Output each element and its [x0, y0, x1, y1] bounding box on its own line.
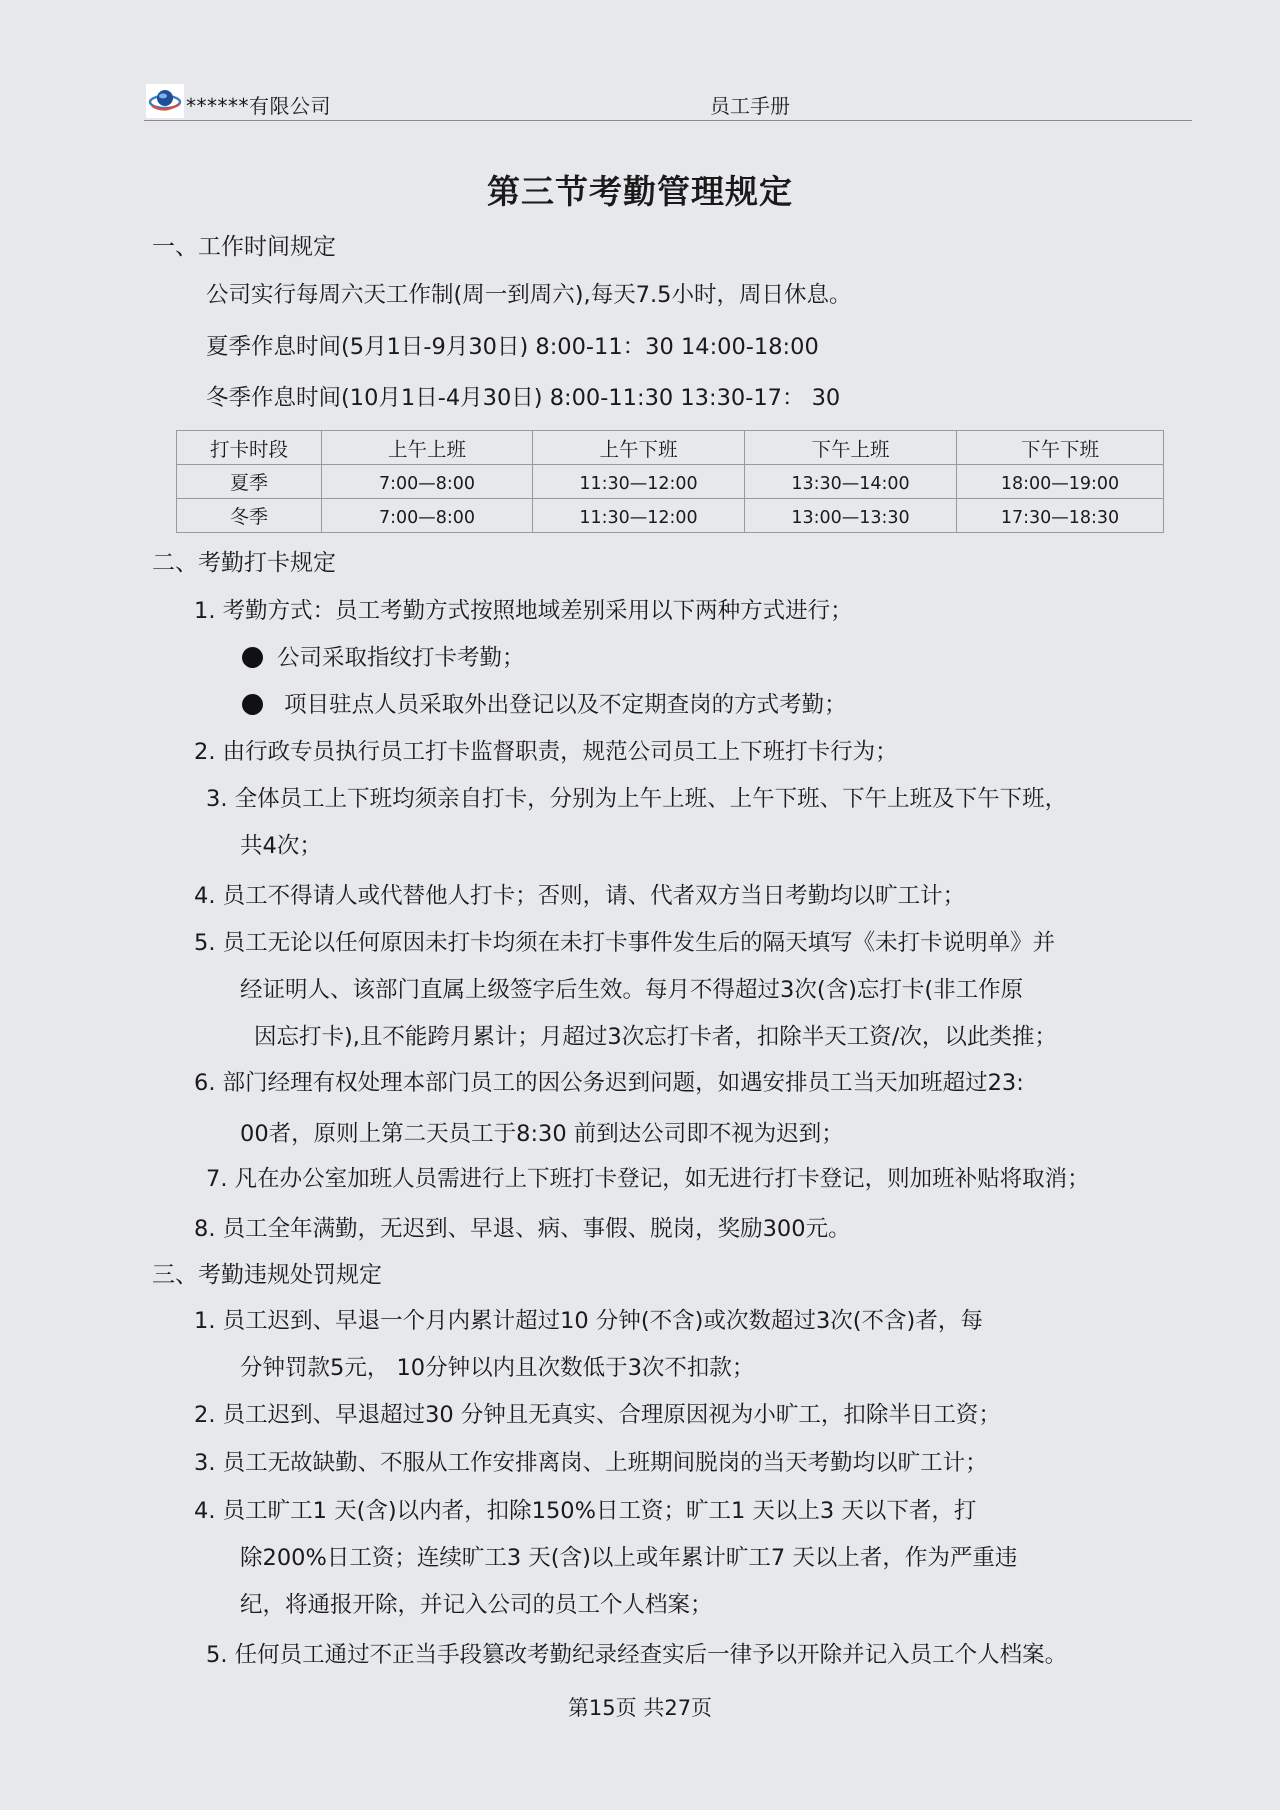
section3-item-4: 4. 员工旷工1 天(含)以内者，扣除150%日工资；旷工1 天以上3 天以下者，打: [194, 1498, 977, 1524]
section2-item-8: 8. 员工全年满勤，无迟到、早退、病、事假、脱岗，奖励300元。: [194, 1216, 851, 1242]
company-logo-icon: [146, 84, 184, 118]
section3-heading: 三、考勤违规处罚规定: [152, 1262, 382, 1288]
section1-line-3: 冬季作息时间(10月1日-4月30日) 8:00-11:30 13:30-17： 30: [206, 385, 841, 411]
section2-item-3-cont: 共4次；: [240, 833, 322, 859]
section2-item-5: 5. 员工无论以任何原因未打卡均须在未打卡事件发生后的隔天填写《未打卡说明单》并: [194, 930, 1056, 956]
table-header-cell: 打卡时段: [177, 431, 322, 465]
section3-item-2: 2. 员工迟到、早退超过30 分钟且无真实、合理原因视为小旷工，扣除半日工资；: [194, 1402, 1001, 1428]
section3-item-5: 5. 任何员工通过不正当手段篡改考勤纪录经查实后一律予以开除并记入员工个人档案。: [206, 1642, 1068, 1668]
section2-item-1: 1. 考勤方式：员工考勤方式按照地域差别采用以下两种方式进行；: [194, 598, 853, 624]
bullet-text: 公司采取指纹打卡考勤；: [277, 645, 525, 671]
table-cell: 13:00—13:30: [745, 499, 957, 533]
table-header-cell: 下午下班: [957, 431, 1164, 465]
section1-line-1: 公司实行每周六天工作制(周一到周六),每天7.5小时，周日休息。: [206, 282, 852, 308]
section3-item-1: 1. 员工迟到、早退一个月内累计超过10 分钟(不含)或次数超过3次(不含)者，每: [194, 1308, 983, 1334]
page-footer: 第15页 共27页: [567, 1696, 713, 1720]
table-cell: 17:30—18:30: [957, 499, 1164, 533]
section2-item-6-cont: 00者，原则上第二天员工于8:30 前到达公司即不视为迟到；: [240, 1121, 844, 1147]
section3-item-3: 3. 员工无故缺勤、不服从工作安排离岗、上班期间脱岗的当天考勤均以旷工计；: [194, 1450, 988, 1476]
table-header-cell: 上午下班: [533, 431, 745, 465]
table-cell: 11:30—12:00: [533, 499, 745, 533]
table-cell: 夏季: [177, 465, 322, 499]
table-cell: 18:00—19:00: [957, 465, 1164, 499]
section2-item-3: 3. 全体员工上下班均须亲自打卡，分别为上午上班、上午下班、下午上班及下午下班，: [206, 786, 1068, 812]
table-cell: 7:00—8:00: [322, 499, 533, 533]
company-name: ******有限公司: [186, 94, 331, 118]
section2-bullet-1: [242, 645, 525, 672]
section3-item-1-cont: 分钟罚款5元， 10分钟以内且次数低于3次不扣款；: [240, 1355, 755, 1381]
table-header-cell: 下午上班: [745, 431, 957, 465]
section2-item-6: 6. 部门经理有权处理本部门员工的因公务迟到问题，如遇安排员工当天加班超过23:: [194, 1070, 1024, 1096]
table-cell: 11:30—12:00: [533, 465, 745, 499]
table-cell: 冬季: [177, 499, 322, 533]
table-header-row: [177, 431, 1164, 465]
section2-item-5-cont-1: 经证明人、该部门直属上级签字后生效。每月不得超过3次(含)忘打卡(非工作原: [240, 977, 1024, 1003]
bullet-text: 项目驻点人员采取外出登记以及不定期查岗的方式考勤；: [277, 692, 847, 718]
table-header-cell: 上午上班: [322, 431, 533, 465]
section3-item-4-cont-2: 纪，将通报开除，并记入公司的员工个人档案；: [240, 1592, 713, 1618]
attendance-table: [176, 430, 1164, 533]
table-cell: 7:00—8:00: [322, 465, 533, 499]
document-name: 员工手册: [710, 94, 790, 118]
page-title: 第三节考勤管理规定: [487, 172, 793, 211]
section2-item-4: 4. 员工不得请人或代替他人打卡；否则，请、代者双方当日考勤均以旷工计；: [194, 883, 966, 909]
table-row: [177, 465, 1164, 499]
table-cell: 13:30—14:00: [745, 465, 957, 499]
bullet-icon: [242, 647, 263, 668]
section2-heading: 二、考勤打卡规定: [152, 550, 336, 576]
bullet-icon: [242, 694, 263, 715]
section2-bullet-2: [242, 692, 847, 719]
page-header: [144, 84, 1192, 121]
section2-item-7: 7. 凡在办公室加班人员需进行上下班打卡登记，如无进行打卡登记，则加班补贴将取消；: [206, 1166, 1090, 1192]
section2-item-2: 2. 由行政专员执行员工打卡监督职责，规范公司员工上下班打卡行为；: [194, 739, 898, 765]
section2-item-5-cont-2: 因忘打卡),且不能跨月累计；月超过3次忘打卡者，扣除半天工资/次，以此类推；: [254, 1024, 1057, 1050]
section3-item-4-cont-1: 除200%日工资；连续旷工3 天(含)以上或年累计旷工7 天以上者，作为严重违: [240, 1545, 1018, 1571]
section1-heading: 一、工作时间规定: [152, 234, 336, 260]
section1-line-2: 夏季作息时间(5月1日-9月30日) 8:00-11：30 14:00-18:00: [206, 334, 819, 360]
table-row: [177, 499, 1164, 533]
